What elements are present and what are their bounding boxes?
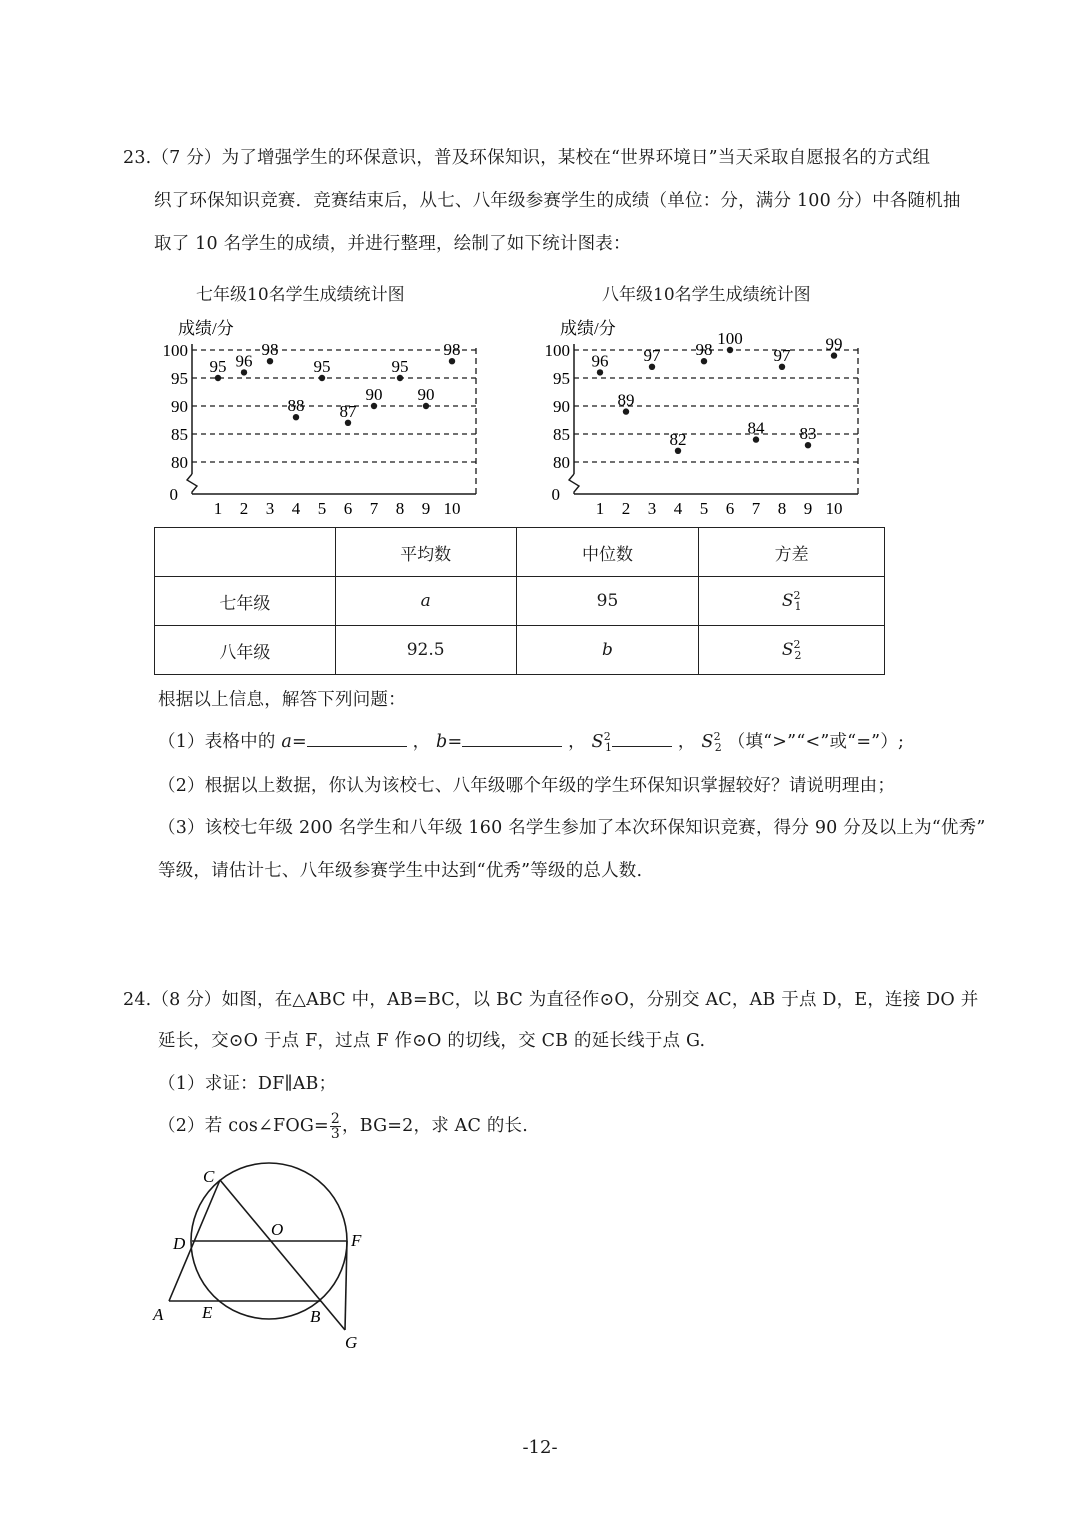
var-sup: 2 xyxy=(793,589,801,602)
x-tick-label: 5 xyxy=(699,499,709,518)
q23-part2: （2）根据以上数据，你认为该校七、八年级哪个年级的学生环保知识掌握较好？请说明理由； xyxy=(158,776,896,796)
p1-s1-sub: 1 xyxy=(604,741,613,754)
label-a: A xyxy=(153,1305,164,1324)
table-header-cell: 中位数 xyxy=(516,528,699,577)
answer-blank-b[interactable] xyxy=(462,732,562,747)
cell-median: b xyxy=(516,626,699,675)
chart-title-grade7: 七年级10名学生成绩统计图 xyxy=(196,285,405,305)
q23-line-2: 织了环保知识竞赛．竞赛结束后，从七、八年级参赛学生的成绩（单位：分，满分 100 分）中各随机抽 xyxy=(154,191,961,211)
x-tick-label: 4 xyxy=(673,499,683,518)
data-label: 97 xyxy=(643,345,661,365)
row-label: 七年级 xyxy=(155,577,336,626)
page-number: -12- xyxy=(522,1437,558,1458)
geometry-figure xyxy=(145,1158,385,1358)
x-tick-label: 10 xyxy=(825,499,843,518)
q24-line-1: 24.（8 分）如图，在△ABC 中，AB=BC，以 BC 为直径作⊙O，分别交 AC，AB 于点 D，E，连接 DO 并 xyxy=(123,990,979,1010)
q23-part3-line2: 等级，请估计七、八年级参赛学生中达到“优秀”等级的总人数. xyxy=(158,861,643,881)
data-label: 95 xyxy=(313,357,331,376)
p1-suffix: （填“>”“<”或“=”）; xyxy=(727,732,905,752)
q24-part1: （1）求证：DF∥AB； xyxy=(158,1074,337,1094)
y-axis-label: 成绩/分 xyxy=(178,319,234,338)
p1-s2: S xyxy=(701,732,714,752)
table-header-row xyxy=(155,528,885,577)
q24-part2 xyxy=(158,1112,528,1141)
chart-grade7 xyxy=(150,312,480,522)
var-sub: 1 xyxy=(794,600,802,613)
p2-suffix: ，BG=2，求 AC 的长. xyxy=(342,1116,529,1136)
table-header-cell: 平均数 xyxy=(335,528,516,577)
x-tick-label: 9 xyxy=(421,499,431,518)
cell-variance xyxy=(699,577,885,626)
y-axis-label: 成绩/分 xyxy=(560,319,616,338)
p1-prefix: （1）表格中的 xyxy=(158,732,276,752)
q23-line-3: 取了 10 名学生的成绩，并进行整理，绘制了如下统计图表： xyxy=(154,234,631,254)
y-zero-label: 0 xyxy=(169,485,178,504)
data-label: 88 xyxy=(287,396,305,416)
p1-b-label: b= xyxy=(436,732,463,752)
data-label: 98 xyxy=(261,340,279,360)
label-o: O xyxy=(271,1220,284,1239)
y-tick-label: 85 xyxy=(171,425,188,444)
data-label: 95 xyxy=(209,357,227,376)
row-label: 八年级 xyxy=(155,626,336,675)
p1-sep: ， xyxy=(568,732,586,752)
label-b: B xyxy=(310,1307,321,1326)
cell-median: 95 xyxy=(516,577,699,626)
x-tick-label: 7 xyxy=(369,499,379,518)
y-tick-label: 95 xyxy=(553,369,570,388)
y-zero-label: 0 xyxy=(551,485,560,504)
var-sup: 2 xyxy=(793,638,801,651)
p1-s1-sup: 2 xyxy=(603,730,611,743)
data-label: 89 xyxy=(617,390,635,410)
fraction-denominator: 3 xyxy=(330,1126,341,1142)
var-sub: 2 xyxy=(794,649,802,662)
cell-variance xyxy=(699,626,885,675)
y-tick-label: 90 xyxy=(171,397,188,416)
data-label: 96 xyxy=(235,351,253,371)
p1-sep: ， xyxy=(677,732,696,752)
label-e: E xyxy=(202,1303,213,1322)
y-tick-label: 90 xyxy=(553,397,570,416)
p2-prefix: （2）若 cos∠FOG= xyxy=(158,1116,329,1136)
chart-title-grade8: 八年级10名学生成绩统计图 xyxy=(602,285,811,305)
data-label: 95 xyxy=(391,357,409,376)
var-symbol: S xyxy=(781,591,794,611)
data-label: 84 xyxy=(747,418,765,438)
q23-line-1: 23.（7 分）为了增强学生的环保意识，普及环保知识，某校在“世界环境日”当天采取自愿报名的方式组 xyxy=(123,148,931,168)
stats-table xyxy=(154,527,885,675)
p1-a-label: a= xyxy=(281,732,307,752)
x-tick-label: 4 xyxy=(291,499,301,518)
y-tick-label: 80 xyxy=(553,453,570,472)
y-tick-label: 85 xyxy=(553,425,570,444)
x-tick-label: 1 xyxy=(595,499,605,518)
answer-blank-compare[interactable] xyxy=(612,732,672,747)
data-label: 97 xyxy=(773,345,791,365)
answer-blank-a[interactable] xyxy=(307,732,407,747)
x-tick-label: 9 xyxy=(803,499,813,518)
x-tick-label: 1 xyxy=(213,499,223,518)
data-label: 83 xyxy=(799,424,817,444)
x-tick-label: 6 xyxy=(343,499,353,518)
axis-break xyxy=(569,474,579,494)
y-tick-label: 80 xyxy=(171,453,188,472)
table-header-cell xyxy=(155,528,336,577)
data-label: 90 xyxy=(417,385,435,404)
cell-mean: 92.5 xyxy=(335,626,516,675)
data-label: 98 xyxy=(443,340,461,360)
x-tick-label: 2 xyxy=(621,499,631,518)
label-f: F xyxy=(351,1231,362,1250)
p1-s2-sub: 2 xyxy=(714,741,722,754)
data-label: 90 xyxy=(365,385,383,404)
table-header-cell: 方差 xyxy=(699,528,885,577)
cell-mean: a xyxy=(335,577,516,626)
x-tick-label: 3 xyxy=(265,499,275,518)
y-tick-label: 100 xyxy=(162,341,188,360)
p1-sep: ， xyxy=(412,732,431,752)
axis-break xyxy=(187,474,197,494)
data-label: 99 xyxy=(825,334,843,354)
q23-intro: 根据以上信息，解答下列问题： xyxy=(158,690,406,710)
var-symbol: S xyxy=(781,640,794,660)
p1-s1: S xyxy=(591,732,604,752)
q23-part3-line1: （3）该校七年级 200 名学生和八年级 160 名学生参加了本次环保知识竞赛，得分 90 分及以上为“优秀” xyxy=(158,818,986,838)
segment-cg xyxy=(220,1180,345,1330)
label-g: G xyxy=(345,1333,358,1352)
label-d: D xyxy=(173,1234,186,1253)
x-tick-label: 8 xyxy=(777,499,787,518)
x-tick-label: 5 xyxy=(317,499,327,518)
data-label: 87 xyxy=(339,401,357,421)
y-tick-label: 95 xyxy=(171,369,188,388)
x-tick-label: 6 xyxy=(725,499,735,518)
x-tick-label: 8 xyxy=(395,499,405,518)
data-label: 96 xyxy=(591,351,609,371)
fraction-numerator: 2 xyxy=(330,1111,341,1127)
x-tick-label: 10 xyxy=(443,499,461,518)
x-tick-label: 3 xyxy=(647,499,657,518)
x-tick-label: 7 xyxy=(751,499,761,518)
chart-grade8 xyxy=(532,312,862,522)
table-row xyxy=(155,626,885,675)
data-label: 100 xyxy=(717,329,743,348)
table-row xyxy=(155,577,885,626)
x-tick-label: 2 xyxy=(239,499,249,518)
y-tick-label: 100 xyxy=(544,341,570,360)
q23-part1 xyxy=(158,728,904,753)
q24-line-2: 延长，交⊙O 于点 F，过点 F 作⊙O 的切线，交 CB 的延长线于点 G. xyxy=(158,1031,706,1051)
data-label: 82 xyxy=(669,429,687,449)
data-label: 98 xyxy=(695,340,713,360)
label-c: C xyxy=(203,1167,215,1186)
fraction xyxy=(330,1112,341,1141)
p1-s2-sup: 2 xyxy=(713,730,721,743)
